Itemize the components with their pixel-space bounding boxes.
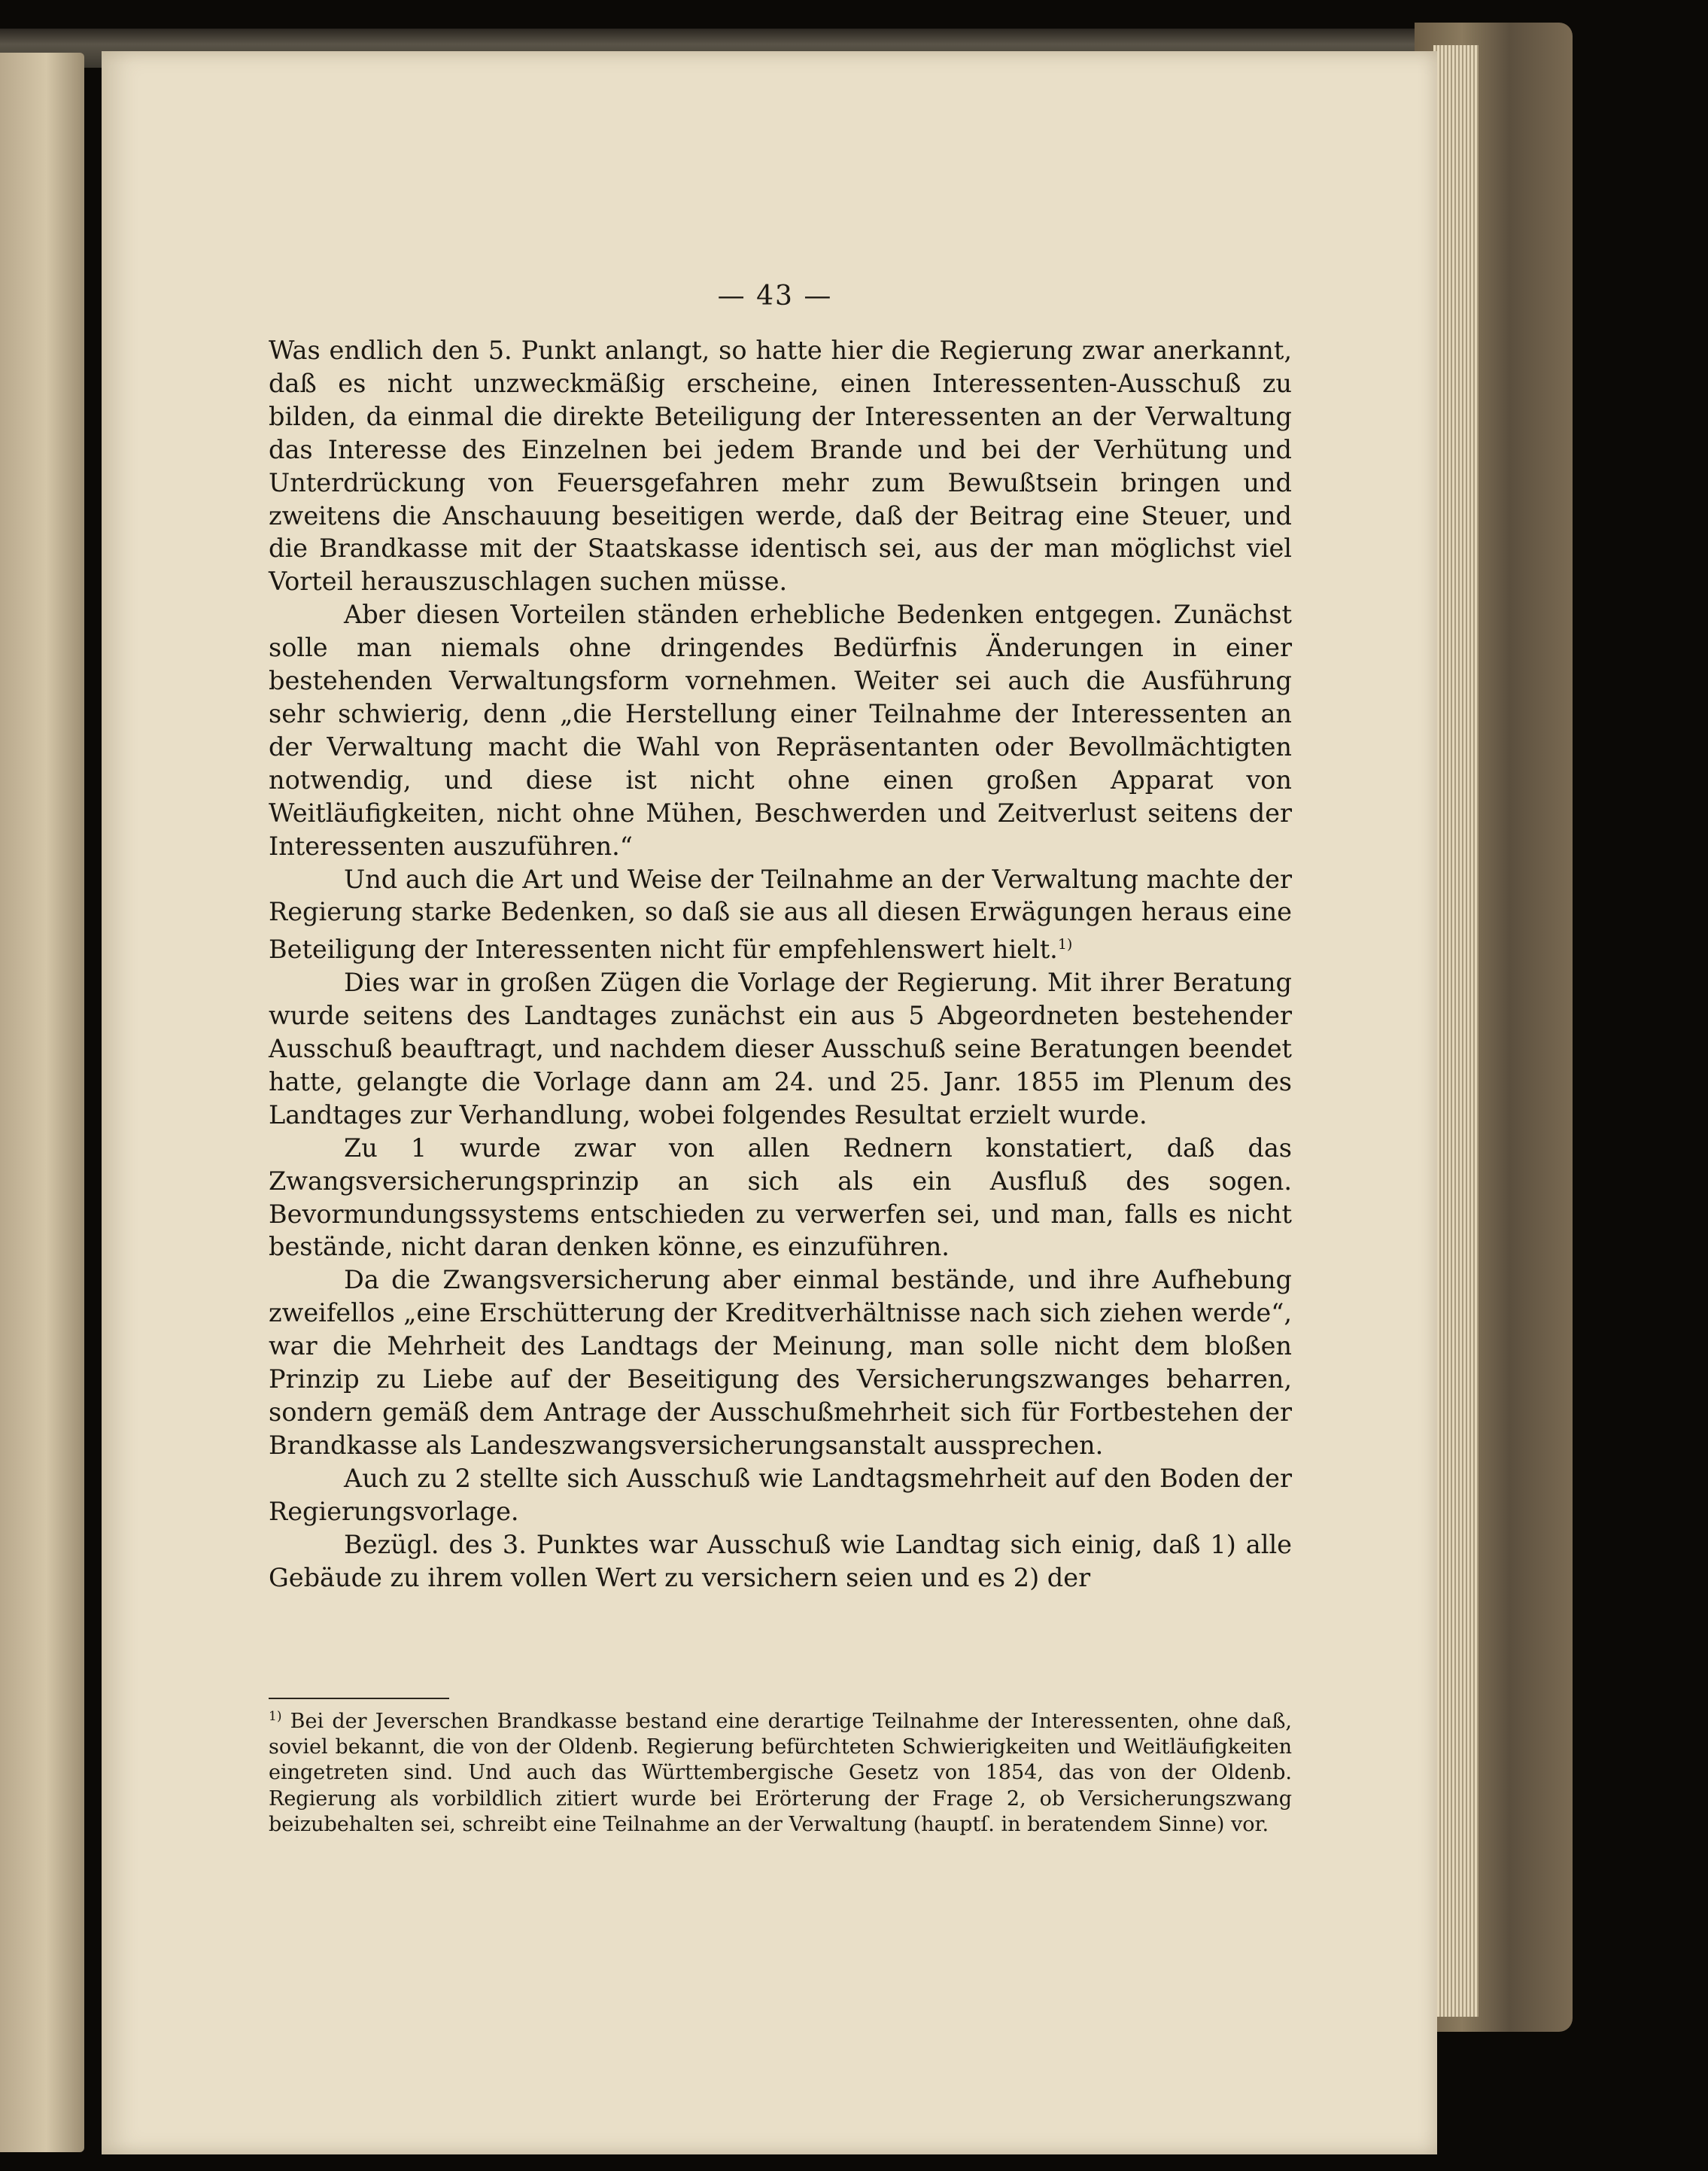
paragraph: Dies war in großen Zügen die Vorlage der Regierung. Mit ihrer Beratung wurde seitens des Landtages zunächst ein aus 5 Abgeordneten bestehender Ausschuß beauftragt, und nachdem dieser Ausschuß seine Beratungen beendet hatte, gelangte die Vorlage dann am 24. und 25. Janr. 1855 im Plenum des Landtages zur Verhandlung, wobei folgendes Resultat erzielt wurde. — [269, 968, 1292, 1130]
facing-page-edge — [0, 53, 84, 2152]
paragraph: Da die Zwangsversicherung aber einmal bestände, und ihre Aufhebung zweifellos „eine Erschütterung der Kreditverhältnisse nach sich ziehen werde“, war die Mehrheit des Landtags der Meinung, man solle nicht dem bloßen Prinzip zu Liebe auf der Beseitigung des Versicherungszwanges beharren, sondern gemäß dem Antrage der Ausschußmehrheit sich für Fortbestehen der Brandkasse als Landeszwangsversicherungsanstalt aussprechen. — [269, 1265, 1292, 1460]
paragraph: Was endlich den 5. Punkt anlangt, so hatte hier die Regierung zwar anerkannt, daß es nicht unzweckmäßig erscheine, einen Interessenten-Ausschuß zu bilden, da einmal die direkte Beteiligung der Interessenten an der Verwaltung das Interesse des Einzelnen bei jedem Brande und bei der Verhütung und Unterdrückung von Feuersgefahren mehr zum Bewußtsein bringen und zweitens die Anschauung beseitigen werde, daß der Beitrag eine Steuer, und die Brandkasse mit der Staatskasse identisch sei, aus der man möglichst viel Vorteil herauszuschlagen suchen müsse. — [269, 336, 1292, 597]
paragraph: Und auch die Art und Weise der Teilnahme an der Verwaltung machte der Regierung starke Bedenken, so daß sie aus all diesen Erwägungen heraus eine Beteiligung der Interessenten nicht für empfehlenswert hielt.$^{1)}$ — [269, 864, 1292, 965]
body-text — [269, 334, 1292, 1594]
footnote-mark: 1) — [269, 1709, 282, 1724]
page-block-edges — [1433, 45, 1479, 2017]
footnote-separator — [269, 1698, 449, 1699]
paragraph: Aber diesen Vorteilen ständen erhebliche Bedenken entgegen. Zunächst solle man niemals ohne dringendes Bedürfnis Änderungen in einer bestehenden Verwaltungsform vornehmen. Weiter sei auch die Ausführung sehr schwierig, denn „die Herstellung einer Teilnahme der Interessenten an der Verwaltung macht die Wahl von Repräsentanten oder Bevollmächtigten notwendig, und diese ist nicht ohne einen großen Apparat von Weitläufigkeiten, nicht ohne Mühen, Beschwerden und Zeitverlust seitens der Interessenten auszuführen.“ — [269, 600, 1292, 861]
footnote-reference: 1) — [1057, 936, 1073, 953]
footnote: $^{1)}$ Bei der Jeverschen Brandkasse bestand eine derartige Teilnahme der Interessenten, ohne daß, soviel bekannt, die von der Oldenb. Regierung befürchteten Schwierigkeiten und Weitläufigkeiten eingetreten sind. Und auch das Württembergische Gesetz von 1854, das von der Oldenb. Regierung als vorbildlich zitiert wurde bei Erörterung der Frage 2, ob Versicherungszwang beizubehalten sei, schreibt eine Teilnahme an der Verwaltung (hauptſ. in beratendem Sinne) vor. — [269, 1709, 1292, 1836]
paragraph: Bezügl. des 3. Punktes war Ausschuß wie Landtag sich einig, daß 1) alle Gebäude zu ihrem vollen Wert zu versichern seien und es 2) der — [269, 1529, 1292, 1592]
paragraph: Zu 1 wurde zwar von allen Rednern konstatiert, daß das Zwangsversicherungsprinzip an sich als ein Ausfluß des sogen. Bevormundungssystems entschieden zu verwerfen sei, und man, falls es nicht bestände, nicht daran denken könne, es einzuführen. — [269, 1133, 1292, 1262]
book-page — [102, 51, 1437, 2154]
page-number: — 43 — — [717, 281, 833, 312]
paragraph: Auch zu 2 stellte sich Ausschuß wie Landtagsmehrheit auf den Boden der Regierungsvorlage. — [269, 1463, 1292, 1526]
